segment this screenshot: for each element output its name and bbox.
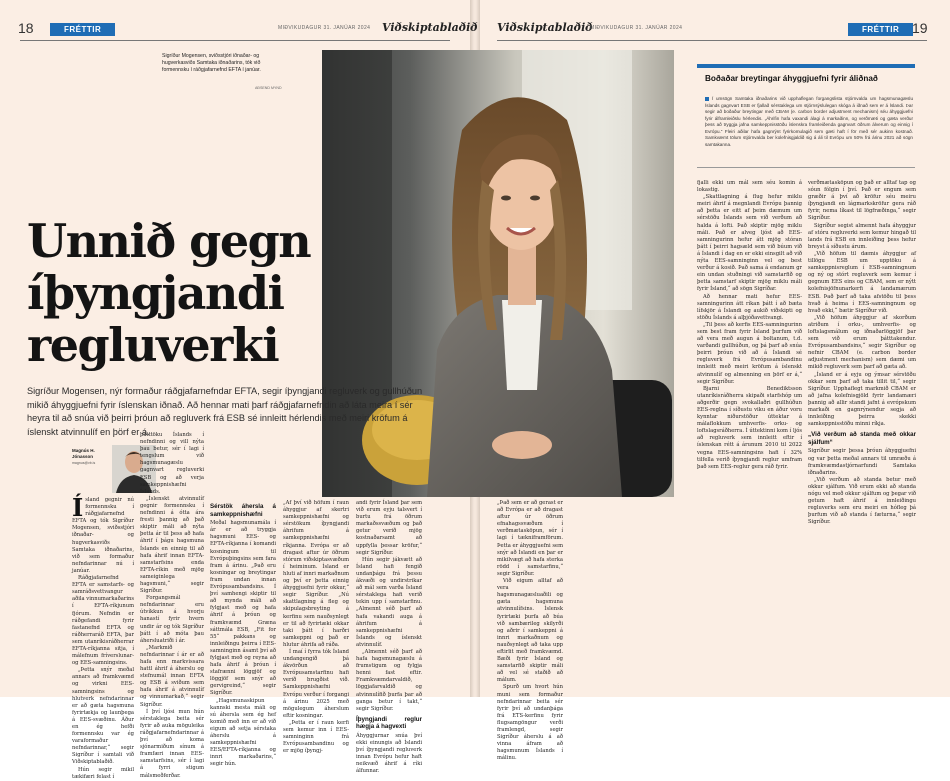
headline-line-2: íþyngjandi [27,266,284,320]
square-bullet-icon [705,97,709,101]
column-3-paragraph: Meðal hagsmunamála í ár er að tryggja hagsmuni EES- og EFTA-ríkjanna í komandi kosningum til Evrópuþingsins sem fara fram á árinu. „Það eru kosningar og breytingar fram undan innan Evrópusambandsins. Í því samhengi skiptir til að mynda máli að fylgjast með og hafa áhrif á þróun og framkvæmd Græna sáttmála ESB, „Fit for 55“ pakkans og innleiðingu þeirra í EES-samninginn ásamt því að fylgjast með og reyna að hafa áhrif á þróun í stafrænni löggjöf og löggjöf sem snýr að gervigreind,“ segir Sigríður. [210,520,276,697]
photo-margin [674,50,686,497]
column-1-paragraph: Hún segir mikil tækifæri felast í [72,766,134,780]
column-6-paragraph: Við eigum alltaf að vera hagsmunagæsluaðili og gæta hagsmuna atvinnulífsins. Íslensk fyrirtæki þurfa að búa við sambærileg skilyrði og aðrir í samkeppni á innri markaðnum og nauðsynlegt að taka upp eftirlit með framkvæmd. Bæði fyrir Ísland og samstarfið skiptir máli að vel sé staðið að málum. [497,578,563,684]
author-name: Magnús H. Jónasson [72,448,95,459]
drop-cap: Í [72,493,84,522]
column-4-paragraph: „Þetta er í raun kerfi sem kemur inn í EES-samninginn frá Evrópusambandinu og er mjög íþyngj- [283,719,349,755]
article-lead: Sigríður Mogensen, nýr formaður ráðgjafarnefndar EFTA, segir íþyngjandi regluverk og gullhúðun mikið áhyggjuefni fyrir íslenskan iðnað. Að hennar mati þarf ráðgjafarnefndin að láta meira í sér heyra til að snúa við þeirri þróun að regluverk frá ESB sé innleitt hérlendis með meiri kröfum á íslenskt atvinnulíf en þörf er á. [27,386,423,437]
headline-line-1: Unnið gegn [27,214,311,268]
column-4-paragraph: „Af því við höfum í raun áhyggjur af skertri samkeppnishæfni og sérstökum íþyngjandi áhrifum á samkeppnishæfni ríkjanna. Evrópa er að dragast aftur úr öðrum stórum viðskiptasvæðum í heiminum. Ísland er hluti af innri markaðnum og því er þetta einnig áhyggjuefni fyrir okkur,“ segir Sigríður. „Nú skattlagning á fleg og skipulagsbreyting á kerfinu sem nauðsynlegt er til að fyrirtæki okkar taki þátt í harðri samkeppni og það er hlutur áhrifa að ráða. [283,500,349,648]
photo-caption: Sigríður Mogensen, sviðsstjóri iðnaðar- og hugverkasviðs Samtaka iðnaðarins, tók við formennsku í ráðgjafarnefnd EFTA í janúar. [162,53,261,73]
author-email: magnus@vb.is [72,461,96,465]
section-badge-right: FRÉTTIR [848,23,913,36]
article-column-1 [72,493,134,780]
column-6-paragraph: Spurð um hvort hún muni sem formaður nefndarinnar beita sér fyrir því að undanþága frá ETS-kerfinu fyrir flugsamgöngur verði framlengd, segir Sigríður áherslu á að vinna áfram að hagsmunum Íslands í málinu. [497,684,563,762]
header-rule-right [497,40,927,41]
column-2-paragraph: „Íslenskt atvinnulíf gegnir formennsku í nefndinni á ótta ára fresti þannig að það skiptir máli að nýta þetta ár til þess að hafa áhrif í þágu hagsmuna Íslands en einnig til að hafa áhrif innan EFTA-samstarfsins enda EFTA-ríkin með mjög sameiginlega hagsmuni,“ segir Sigríður. [140,495,204,595]
column-1-paragraph: „Þetta snýr meðal annars að framkvæmd og virkni EES-samningsins og hlutverk nefndarinnar er að gæta hagsmuna fyrirtækja og launþega á EES-svæðinu. Áður en ég hefði formennsku var ég varaformaður nefndarinnar,“ segir Sigríður í samtali við Viðskiptablaðið. [72,667,134,766]
column-7-paragraph: „Skattlagning á flug hefur miklu meiri áhrif á megnlandi Evrópu þannig að þetta er eitt af þeim dæmum um sérstöðu Íslands sem við verðum að halda á lofti. Það skiptir mjög miklu máli. Það er alveg ljóst að EES-samningurinn hefur átt mjög stóran þátt í þeirri hagsæld sem við búum við á Íslandi í dag en er ekki einsgilt að við nýta EES-samninginn vel og best verður á kosið. Það sama á endanum gr​ein undan stuðningi við samstarfið og þetta samstarf skiptir mjög miklu máli fyrir Ísland,“ að sögn Sigríðar. [697,194,802,293]
column-5-paragraph: Áhyggjurnar snúa því ekki einungis að Íslandi því íþyngjandi regluverk innan Evrópu hefur haft neikvæð áhrif á ríki álfunnar. [356,733,422,775]
sidebar-title: Boðaðar breytingar áhyggjuefni fyrir áliðnað [705,74,878,83]
column-2-paragraph: Forgangsmál nefndarinnar eru útvíkkun á hvorju hanastí fyrir hvern undir ár og tók Sigríður þátt í að móta þau áhersluatriði í ár. [140,595,204,644]
masthead-right: Viðskiptablaðið [497,21,593,34]
dateline-right: MIÐVIKUDAGUR 31. JANÚAR 2024 [590,25,683,31]
column-8-paragraph: „Ísland er á eyju og ýmsar sérstöðu okkar sem þarf að taka tillit til,“ segir Sigríður. Upphaflegt markmið CBAM er að jafna kolefnisgjöld fyrir landamæri þannig að allir standi jafnt á evrópskum markaði en gagnrýnendur segja að innleiðing þeirra skekki samkeppnisstöðu minni ríkja. [808,371,916,428]
masthead-left: Viðskiptablaðið [382,21,478,34]
dateline-left: MIÐVIKUDAGUR 31. JANÚAR 2024 [278,25,371,31]
column-1-paragraph: Ráðgjafarnefnd EFTA er samstarfs- og samráðsvettvangur aðila vinnumarkaðarins í EFTA-ríkjunum fjórum. Nefndin er ráðgefandi fyrir fastanefnd EFTA og ráðherraráð EFTA, þar sem utanríkisráðherrar EFTA-ríkjanna sitja, í málefnum fríverslunar- og EES-samningsins. [72,575,134,667]
column-2-paragraph: „Markmið nefndarinnar í ár er að hafa enn markvissara hattl áhrif á áherslu og stefnumál innan EFTA og ESB á sviðum sem hafa áhrif á atvinnulíf og vinnumarkað,“ segir Sigríður. [140,644,204,708]
article-column-2 [140,432,204,779]
column-8-paragraph: Sigríður segir þessa þróun áhyggjuefni og var þetta meðal annars til umræðu á framkvæmdastjórnarfundi Samtaka iðnaðarins. [808,448,916,476]
column-7-paragraph: Bjarni Benediktsson utanríkisráðherra skipaði starfshóp um aðgerðir gegn svokallaðri gullhúðun EES-reglna í síðustu viku en áður voru kynntar niðurstöður úttektar á málaflokkum umhverfis- orku- og loftslagsráðherra. Í úttektinni kom í ljós að regluverk sem innleitt eftir í íslenskan rétt á árunum 2010 til 2022 vegna EES-samningsins hafi í 32% tilfella verið íþyngjandi reglur umfram það sem EES-reglur gera ráð fyrir. [697,385,802,470]
column-7-paragraph: „Til þess að kerfis EES-samningurinn sem best fram fyrir Ísland þurfum við að vera með augun á boltanum, t.d. varðandi gullhúðun, og þá þarf að snúa þeirri þróun við að á Íslandi sé regluverk frá Evrópusambandinu innleitt með meiri kröfum á íslenskt atvinnulíf og almenning en þörf er á,“ segir Sigríður. [697,321,802,385]
sidebar-accent-bar [697,64,915,68]
headline-line-3: regluverki [27,318,279,372]
column-5-paragraph: „Almennt séð þarf að hafa hagsmunagæslu á frumstigum og fylgja henni fast eftir. Framkvæmdarvaldið, löggjafarvaldið og atvinnulífið þurfa þar að ganga betur í takt,“ segir Sigríður. [356,648,422,712]
article-column-8 [808,180,916,692]
column-8-paragraph: „Við höfum áhyggjur af skorðum atriðum í orku-, umhverfis- og loftslagsmálum og iðnaðarlöggjöf þar sem við erum þátttakendur. Evrópusambandsins,“ segir Sigríður og nefnir CBAM (e. carbon border adjustment mechanism) sem dæmi um mikið regluverk sem þarf að gæta að. [808,314,916,371]
article-column-3 [210,500,276,768]
article-column-5 [356,500,422,775]
column-4-paragraph: Í maí í fyrra tók Ísland undangengið þá ákvörðun að Evrópusamstarfinu hafi verið brugðist við. Samkeppnishæfni Evrópu verður í forgangi á árinu 2025 með mögulegum áherslum eftir kosningar. [283,648,349,719]
column-8-paragraph: „Við verðum að standa betur með okkur sjálfum. Við erum ekki að standa nógu vel með okkur sjálfum og þegar við getum haft áhrif á innleiðingu regluverks sem eru meiri en hófleg þá þurfum við að standa í fæturna,“ segir Sigríður. [808,476,916,526]
article-column-4 [283,500,349,755]
column-8-paragraph: verðmætasköpun og það er alltaf tap og sóun fólgin í því. Það er engum sem græðir á því að kröfur séu meiru íþyngjandi en lágmarkskröfur gera ráð fyrir, nema líkast til lögfræðinga,“ segir Sigríður. [808,180,916,222]
section-badge-left: FRÉTTIR [50,23,115,36]
sidebar-rule [697,167,915,168]
column-2-paragraph: Í því ljósi mun hún sérstaklega beita sér fyrir að auka möguleika ráðgjafarnefndarinnar á því að koma sjónarmiðum sínum á framfæri innan EES-samstarfsins, sér í lagi á fyrri stigum málsmeðferðar. [140,708,204,779]
left-page-number: 18 [18,20,34,36]
photo-credit: AÐSEND MYND [255,86,282,90]
column-6-paragraph: „Það sem er að gerast er að Evrópa er að dragast aftur úr öðrum efnahagssvæðum í verðmætasköpun, sér í lagi í tækniframförum. Þetta er áhyggjuefni sem snýr að Íslandi en þar er mikilvægt að hafa sterka rödd í samstarfinu,“ segir Sigríður. [497,500,563,577]
article-column-6 [497,500,563,762]
column-7-paragraph: fjalli ekki um mál sem séu komin á lokastig. [697,180,802,194]
column-1-paragraph: Ísland gegnir nú formennsku í ráðgjafarnefnd EFTA og tók Sigríður Mogensen, sviðsstjóri iðnaðar- og hugverkasviðs Samtaka iðnaðarins, við sem formaður nefndarinnar nú í janúar. [72,493,134,574]
subheading-competitiveness: Sérstök áhersla á samkeppnishæfni [210,503,276,518]
column-8-paragraph: Sigríður segist almennt hafa áhyggjur af stóru regluverki sem kemur hingað til lands frá ESB en innleiðing þess hefur breyst á síðustu árum. [808,222,916,250]
column-8-paragraph: „Við höfum til dæmis áhyggjur af tillögu ESB um upptöku á samkeppnisreglum í ESB-samningnum og ný og stórt regluverk sem kemur í gegnum EES eins og CBAM, sem er nýtt kolefnisjöfnunarkerfi á landamærum ESB. Það þarf að taka afstöðu til þess hvað á heima í EES-samningnum og hvað ekki,“ bætir Sigríður við. [808,250,916,314]
column-5-paragraph: andi fyrir Ísland þar sem við erum eyju talsvert í burtu frá öðrum markaðssvæðum og það getur verið mjög kostnaðarsamt að uppfylla þessar kröfur,“ segir Sigríður. [356,500,422,556]
right-page-number: 19 [912,20,928,36]
article-column-7 [697,180,802,692]
subheading-stand-up: „Við verðum að standa með okkar sjálfum“ [808,431,916,446]
column-5-paragraph: Hún segir jákvætt að Ísland hafi fengið undanþágu frá þessu ákvæði og undirstrikar að mál sem varða Ísland sérstaklega hafi verið tekin upp í samstarfinu. „Almennt séð þarf að hafa vakandi auga á áhrifum á samkeppnishæfni Íslands og íslenskt atvinnulíf. [356,556,422,648]
article-headline [27,215,317,371]
column-3-paragraph: „Hagsmunaskipun kannski mesta máli og sú áhersla sem ég hef komið með inn er að við eigum að setja sérstaka áherslu á samkeppnishæfni EES/EFTA-ríkjanna og innri markaðarins,“ segir hún. [210,697,276,768]
sidebar-text: Í umsögn Samtaka iðnaðarins við upphaflegan forgangslista stjórnvalda um hagsmunagæslu Íslands gagnvart ESB er fjallað sérstaklega um stjórnsýslulegan skóga á iðnað sem er á Íslandi. Þar segir að boðaður breytingar með CBAM (e. carbon border adjustment mechanism) séu áhyggjuefni fyrir álframleiðslu hérlendis. „Áhrifin hafa vaxandi álagi á markaðinn, og verðmæti og gæta verður þess að tryggja jafna samkeppnisstöðu íslenskra framleiðenda gagnvart öðrum álverum og einnig í Evrópu.“ Fleiri aðilar hafa gagnrýnt fyrirkomulagið sem gæti haft í för með sér aukinn kostnað. Samkvæmt tölum stjórnvalda ber kolefnisgjaldið sig á áli til Evrópu um 50% frá árinu 2021 að sögn samtakanna. [705,96,913,147]
column-7-paragraph: Að hennar mati hefur EES-samningurinn átt ríkan þátt í að bæta lífskjör á Íslandi og aukið viðskipti og stöðu Íslands á alþjóðavettvangi. [697,293,802,321]
header-rule-left [20,40,450,41]
subheading-regulation: Íþyngjandi reglur hægja á hagvexti [356,715,422,731]
column-2-paragraph: þátttöku Íslands í nefndinni og vill nýta þau betur, sér í lagi í tengslum við hagsmunagæslu gagnvart regluverki ESB og að verja samkeppnishæfni Íslands. [140,432,204,495]
